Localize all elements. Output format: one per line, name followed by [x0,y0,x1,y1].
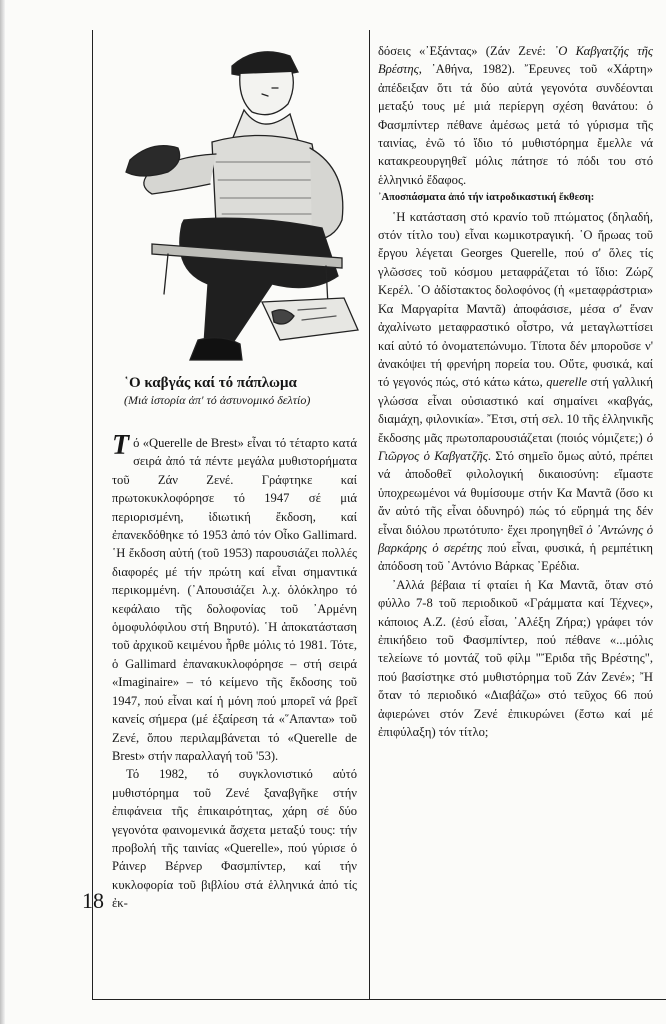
drop-cap: Τ [112,430,130,461]
caption-title: ῾Ο καβγάς καί τό πάπλωμα [124,375,297,391]
right-paragraph-2-text-a: ῾Η κατάσταση στό κρανίο τοῦ πτώματος (δηλαδή, στόν τίτλο του) εἶναι κωμικοτραγική. ῾Ο ἥρωας τοῦ ἔργου λέγεται Georges Querelle, πού σ' ὅλες τίς γλῶσσες τοῦ κόσμου μεταφράζεται τό ἴδιο: Ζώρζ Κερέλ. ῾Ο ἀδίστακτος δολοφόνος (ἡ «μεταφράστρια» Κα Μαργαρίτα Μαντᾶ) ἀποφάσισε, μέσα σ' ἕναν ἀχαλίνωτο μεταφραστικό οἶστρο, νά μεταγλωττίσει καί αὐτό τό ὀνοματεπώνυμο. Τίποτα δέν μποροῦσε ν' ἀνακόψει τή φρενήρη πορεία του. Οὔτε, φυσικά, καί τό γεγονός πώς, στό κάτω κάτω, [378,209,653,390]
right-paragraph-2-text-d: πού εἶναι, φυσικά, ἡ ρεμπέτικη ἀπόδοση τοῦ ᾿Αντόνιο Βάρκας ᾿Ερέδια. [378,540,653,574]
figure-caption [124,374,364,408]
section-heading: ᾿Αποσπάσματα ἀπό τήν ἰατροδικαστική ἔκθεση: [378,192,595,204]
left-column [112,430,357,913]
translated-name-1: ὁ Γιῶργος ὁ Καβγατζῆς [378,430,653,463]
caption-subtitle: (Μιά ἱστορία ἀπ' τό ἀστυνομικό δελτίο) [124,393,311,407]
right-paragraph-1-text-b: , ᾿Αθήνα, 1982). ῎Ερευνες τοῦ «Χάρτη» ἀπέδειξαν ὅτι τά δύο αὐτά γεγονότα συνδέονται μεταξύ τους μέ μιά περίεργη σχέση θανάτου: ὁ Φασμπίντερ πέθανε ἀμέσως μετά τό γύρισμα τῆς ταινίας, ἐνῶ τό ἴδιο τό μυθιστόρημα ἔμελλε νά κατακρεουργηθεῖ μόλις πάτησε τό πόδι του στό ἑλληνικό ἔδαφος. [378,62,653,187]
page-number: 18 [82,888,104,913]
sailor-illustration [112,44,372,364]
right-paragraph-2 [378,208,653,576]
left-margin-rule [92,30,93,1000]
right-paragraph-2-text-b: στή γαλλική γλώσσα εἶναι οὐσιαστικό καί σημαίνει «καβγάς, διαμάχη, φιλονικία». ῎Ετσι, στή σελ. 10 τῆς ἑλληνικῆς ἔκδοσης μᾶς πρωτοπαρουσιάζεται (ποιός νόμιζετε;) [378,375,653,445]
right-paragraph-2-text-c: . Στό σημεῖο ὅμως αὐτό, πρέπει νά ἀποδοθεῖ φιλολογική δικαιοσύνη: εἴμαστε ὑποχρεωμένοι νά θυμίσουμε στήν Κα Μαντᾶ (ὅσο κι ἄν αὐτό τῆς εἶναι ὀδυνηρό) πώς τό εὕρημά της δέν εἶναι διόλου πρωτότυπο· ἔχει προηγηθεῖ [378,448,653,537]
sailor-sketch-image [112,44,372,364]
page-spine-shadow [0,0,5,1024]
right-paragraph-1-text-a: δόσεις «᾿Εξάντας» (Ζάν Ζενέ: [378,44,555,58]
left-paragraph-1-text: ό «Querelle de Brest» εἶναι τό τέταρτο κατά σειρά ἀπό τά πέντε μεγάλα μυθιστορήματα τοῦ Ζάν Ζενέ. Γράφτηκε καί πρωτοκυκλοφόρησε τό 1947 σέ μιά περιορισμένη, ἰδιωτική ἔκδοση, καί ἐπανεκδόθηκε τό 1953 ἀπό τόν Οἶκο Gallimard. ῾Η ἔκδοση αὐτή (τοῦ 1953) παρουσιάζει πολλές διαφορές μέ τήν πρώτη καί εἶναι σημαντικά περικομμένη. (᾿Απουσιάζει λ.χ. ὁλόκληρο τό κεφάλαιο τῆς δολοφονίας τοῦ ᾿Αρμένη ὁμοφυλόφιλου στή Βηρυτό). ῾Η ἀποκατάσταση τοῦ ἀρχικοῦ κειμένου ἦρθε μόλις τό 1981. Τότε, ὁ Gallimard ἐπανακυκλοφόρησε – στή σειρά «Imaginaire» – τό κείμενο τῆς ἔκδοσης τοῦ 1947, πού εἶναι καί ἡ μόνη πού μπορεῖ νά βρεῖ κανείς σήμερα (μέ ἐξαίρεση τά «῞Απαντα» τοῦ Ζενέ, ὅπου περιλαμβάνεται τό «Querelle de Brest» στήν παραλλαγή τοῦ '53). [112,436,357,763]
left-paragraph-1 [112,430,357,765]
right-paragraph-1 [378,42,653,189]
bottom-rule-right [369,999,666,1000]
translated-name-2: ὁ ᾿Αντώνης ὁ βαρκάρης ὁ σερέτης [378,522,654,555]
left-paragraph-2: Τό 1982, τό συγκλονιστικό αὐτό μυθιστόρημα τοῦ Ζενέ ξαναβγῆκε στήν ἐπιφάνεια τῆς ἐπικαιρότητας, χάρη σέ δύο γεγονότα φαινομενικά ἄσχετα μεταξύ τους: τήν προβολή τῆς ταινίας «Querelle», πού γύρισε ὁ Ράινερ Βέρνερ Φασμπίντερ, καί τήν κυκλοφορία τοῦ βιβλίου στά ἑλληνικά ἀπό τίς ἐκ- [112,767,357,911]
bottom-rule-left [92,999,369,1000]
right-column [378,42,653,741]
book-title-greek: ᾿Ο Καβγατζής τῆς Βρέστης [378,44,653,77]
right-paragraph-3: ᾿Αλλά βέβαια τί φταίει ἡ Κα Μαντᾶ, ὅταν στό φύλλο 7-8 τοῦ περιοδικοῦ «Γράμματα καί Τέχνες», κάποιος Α.Ζ. (ἐσύ εἶσαι, ᾿Αλέξη Ζήρα;) γράφει τόν ἐπικήδειο τοῦ Φασμπίντερ, πού πέθανε «...μόλις τελείωνε τό μοντάζ τοῦ φίλμ "Ἔριδα τῆς Βρέστης", πού βασίστηκε στό μυθιστόρημα τοῦ Ζάν Ζενέ»; ῎Η ὅταν τό περιοδικό «Διαβάζω» στό τεῦχος 66 πού ἀφιερώνει στόν Ζενέ ἐπικυρώνει (ἔστω καί μέ ἐπιφύλαξη) τόν τίτλο; [378,577,653,740]
term-querelle: querelle [546,375,588,390]
